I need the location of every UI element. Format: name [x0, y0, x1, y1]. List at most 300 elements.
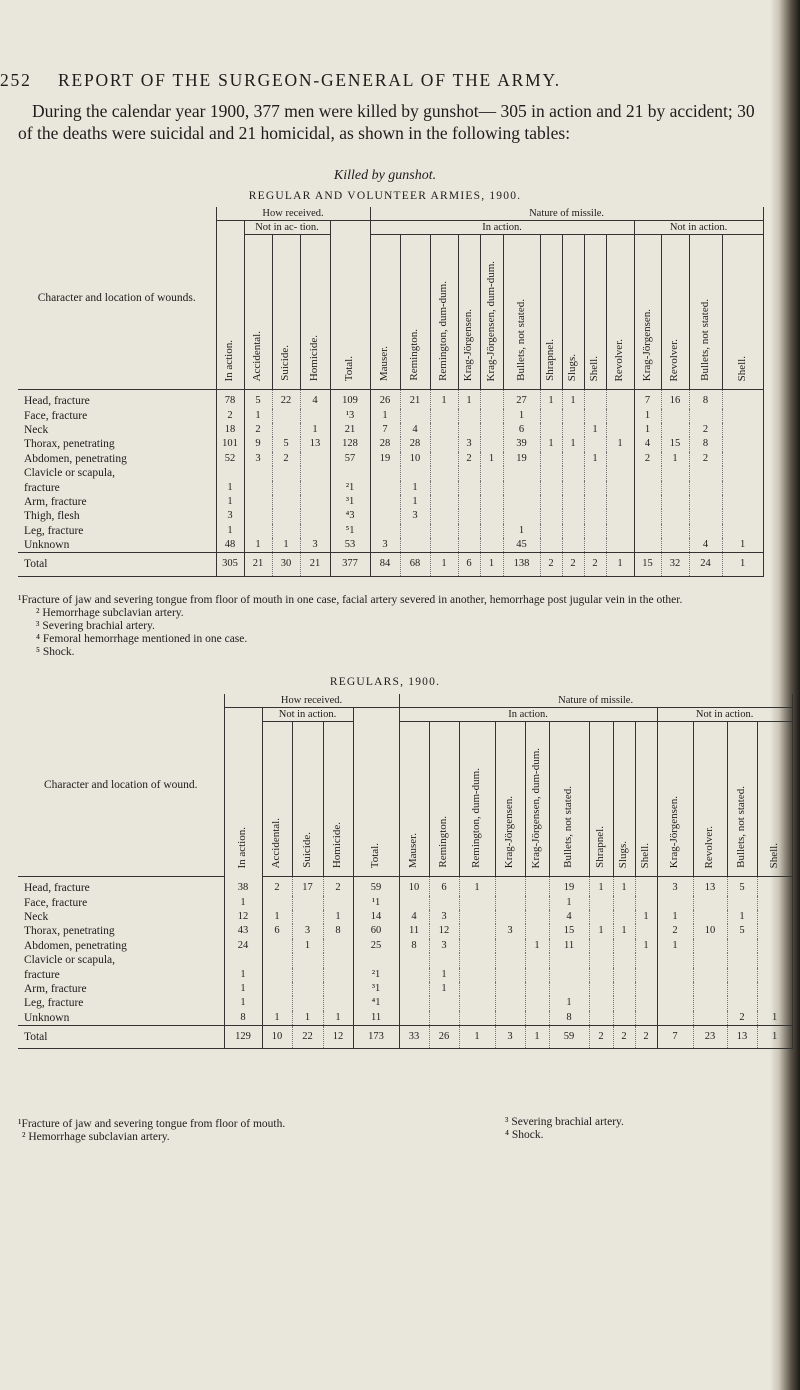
- table-cell: [399, 1011, 429, 1026]
- col-bullets-not-stated: Bullets, not stated.: [503, 235, 540, 390]
- table-cell: 4: [399, 910, 429, 924]
- section-subtitle: Killed by gunshot.: [333, 168, 437, 183]
- col-na-krag: Krag-Jörgensen.: [657, 722, 693, 877]
- table-cell: 4: [634, 437, 661, 451]
- table-row: [18, 390, 763, 409]
- table-cell: 21: [400, 390, 430, 409]
- table-cell: 1: [540, 437, 562, 451]
- table-cell: 7: [370, 423, 400, 437]
- table-cell: [525, 968, 549, 982]
- col-total: Total.: [353, 708, 399, 877]
- table-cell: [661, 409, 689, 423]
- col-krag: Krag-Jörgensen.: [495, 722, 525, 877]
- col-remington-dumdum: Remington, dum-dum.: [430, 235, 458, 390]
- table-cell: 2: [689, 452, 722, 466]
- table-cell: 1: [589, 877, 613, 896]
- table-cell: [430, 481, 458, 495]
- table-cell: 15: [549, 924, 589, 938]
- col-homicide: Homicide.: [323, 722, 353, 877]
- table-cell: 57: [330, 452, 370, 466]
- table-cell: [606, 452, 634, 466]
- table-cell: [495, 910, 525, 924]
- table-cell: ¹3: [330, 409, 370, 423]
- table-cell: [503, 509, 540, 523]
- table-cell: [635, 953, 657, 967]
- table-cell: [458, 495, 480, 509]
- table-cell: [540, 452, 562, 466]
- table-cell: [525, 1011, 549, 1026]
- table-cell: [495, 982, 525, 996]
- table-cell: 59: [549, 1026, 589, 1049]
- col-nature: Nature of missile.: [399, 694, 792, 708]
- footnote: ³ Severing brachial artery.: [505, 1116, 624, 1128]
- table-cell: [400, 409, 430, 423]
- table-cell: [458, 409, 480, 423]
- table-cell: [635, 968, 657, 982]
- table-cell: [370, 481, 400, 495]
- footnote: ⁴ Femoral hemorrhage mentioned in one case.: [36, 633, 248, 645]
- table-cell: [430, 423, 458, 437]
- table-cell: [459, 996, 495, 1010]
- table-cell: [480, 466, 503, 480]
- table-cell: 3: [657, 877, 693, 896]
- table-cell: 2: [613, 1026, 635, 1049]
- table-cell: 43: [224, 924, 262, 938]
- table-cell: [661, 423, 689, 437]
- table-cell: [722, 466, 763, 480]
- table-cell: 33: [399, 1026, 429, 1049]
- table-cell: [300, 509, 330, 523]
- table-cell: [722, 481, 763, 495]
- row-label: Total: [18, 553, 216, 576]
- table-cell: [722, 423, 763, 437]
- col-how-received: How received.: [216, 207, 370, 221]
- table-cell: 1: [224, 982, 262, 996]
- table-cell: [635, 877, 657, 896]
- table-cell: [693, 982, 727, 996]
- table-cell: 128: [330, 437, 370, 451]
- table-cell: [584, 481, 606, 495]
- table-cell: 3: [429, 939, 459, 953]
- table-cell: [657, 996, 693, 1010]
- table-row: [18, 939, 792, 953]
- table-cell: 78: [216, 390, 244, 409]
- table-cell: 109: [330, 390, 370, 409]
- table-cell: 2: [635, 1026, 657, 1049]
- table-cell: 1: [430, 390, 458, 409]
- table-cell: 1: [459, 1026, 495, 1049]
- table-cell: 1: [503, 409, 540, 423]
- table-cell: [693, 896, 727, 910]
- table-cell: [722, 452, 763, 466]
- table-cell: 1: [589, 924, 613, 938]
- table-cell: [722, 524, 763, 538]
- table-cell: [584, 390, 606, 409]
- table-row: [18, 481, 763, 495]
- table-cell: [634, 524, 661, 538]
- table-cell: [606, 538, 634, 553]
- table-cell: [562, 452, 584, 466]
- table-cell: [430, 524, 458, 538]
- table-cell: 3: [458, 437, 480, 451]
- table-cell: [323, 996, 353, 1010]
- running-title: REPORT OF THE SURGEON-GENERAL OF THE ARMY.: [58, 70, 561, 90]
- table-cell: [727, 982, 757, 996]
- table-row: [18, 452, 763, 466]
- table-cell: [613, 910, 635, 924]
- row-label: Arm, fracture: [18, 982, 224, 996]
- table-cell: 1: [262, 1011, 292, 1026]
- table-cell: 1: [429, 982, 459, 996]
- table-cell: [262, 953, 292, 967]
- table-cell: 1: [216, 481, 244, 495]
- table-cell: [458, 423, 480, 437]
- table-cell: 39: [503, 437, 540, 451]
- table-cell: 2: [589, 1026, 613, 1049]
- table-cell: [272, 509, 300, 523]
- table-cell: 10: [693, 924, 727, 938]
- table-cell: [757, 910, 792, 924]
- table-cell: 129: [224, 1026, 262, 1049]
- table-row: [18, 524, 763, 538]
- table-cell: [757, 982, 792, 996]
- table-cell: [634, 495, 661, 509]
- table-cell: [757, 924, 792, 938]
- table-cell: 1: [549, 996, 589, 1010]
- table-cell: [400, 466, 430, 480]
- table-cell: ¹1: [353, 896, 399, 910]
- table-cell: [562, 524, 584, 538]
- col-na-revolver: Revolver.: [661, 235, 689, 390]
- table-cell: [584, 538, 606, 553]
- table-cell: 3: [300, 538, 330, 553]
- table-cell: [613, 953, 635, 967]
- col-revolver: Revolver.: [606, 235, 634, 390]
- table-cell: [634, 509, 661, 523]
- row-label: fracture: [18, 968, 224, 982]
- table-cell: [244, 509, 272, 523]
- table-cell: 3: [429, 910, 459, 924]
- table-cell: [540, 409, 562, 423]
- table-cell: 24: [689, 553, 722, 576]
- row-label: Face, fracture: [18, 409, 216, 423]
- table-cell: 12: [429, 924, 459, 938]
- table-cell: [584, 409, 606, 423]
- table-cell: [525, 982, 549, 996]
- table-cell: 1: [400, 481, 430, 495]
- col-accidental: Accidental.: [244, 235, 272, 390]
- table-cell: 3: [370, 538, 400, 553]
- table-cell: [562, 509, 584, 523]
- table-cell: 1: [722, 538, 763, 553]
- table-cell: [272, 423, 300, 437]
- table-cell: 1: [503, 524, 540, 538]
- table-cell: 6: [503, 423, 540, 437]
- table-cell: [606, 423, 634, 437]
- table-cell: 4: [549, 910, 589, 924]
- table-row: [18, 910, 792, 924]
- table-cell: 1: [722, 553, 763, 576]
- table1-footnotes: [18, 594, 768, 659]
- col-remington: Remington.: [429, 722, 459, 877]
- table-cell: [430, 538, 458, 553]
- table-cell: [480, 524, 503, 538]
- table-cell: [300, 409, 330, 423]
- row-label: Clavicle or scapula,: [18, 466, 216, 480]
- row-label: Neck: [18, 910, 224, 924]
- table-cell: 12: [224, 910, 262, 924]
- table-cell: 68: [400, 553, 430, 576]
- table-cell: [757, 939, 792, 953]
- row-label: Arm, fracture: [18, 495, 216, 509]
- table-cell: [272, 409, 300, 423]
- table-cell: [480, 481, 503, 495]
- total-row: [18, 553, 763, 576]
- table-cell: 27: [503, 390, 540, 409]
- table-cell: [323, 939, 353, 953]
- table-cell: 8: [549, 1011, 589, 1026]
- col-accidental: Accidental.: [262, 722, 292, 877]
- table-cell: [495, 996, 525, 1010]
- table-cell: 1: [224, 896, 262, 910]
- table-cell: 1: [224, 968, 262, 982]
- table-cell: ⁵1: [330, 524, 370, 538]
- table-cell: 2: [262, 877, 292, 896]
- table-cell: [693, 968, 727, 982]
- col-na-bullets-not-stated: Bullets, not stated.: [727, 722, 757, 877]
- table-cell: 1: [224, 996, 262, 1010]
- table-cell: [693, 996, 727, 1010]
- table-cell: 1: [292, 1011, 323, 1026]
- table-cell: 2: [562, 553, 584, 576]
- col-suicide: Suicide.: [272, 235, 300, 390]
- table-cell: [589, 896, 613, 910]
- table-cell: [757, 953, 792, 967]
- table-cell: [370, 509, 400, 523]
- col-remington-dumdum: Remington, dum-dum.: [459, 722, 495, 877]
- table-cell: 84: [370, 553, 400, 576]
- table-cell: [353, 953, 399, 967]
- table-cell: 19: [370, 452, 400, 466]
- table-cell: [459, 924, 495, 938]
- table-cell: 1: [429, 968, 459, 982]
- table-cell: [549, 968, 589, 982]
- table-cell: 2: [727, 1011, 757, 1026]
- table-row: [18, 509, 763, 523]
- table-cell: [635, 1011, 657, 1026]
- table-cell: 1: [757, 1011, 792, 1026]
- table-cell: 6: [262, 924, 292, 938]
- table-cell: 3: [495, 1026, 525, 1049]
- table-cell: 8: [224, 1011, 262, 1026]
- table-cell: 173: [353, 1026, 399, 1049]
- col-character: Character and location of wound.: [18, 694, 224, 877]
- table-cell: [635, 924, 657, 938]
- table-cell: 28: [400, 437, 430, 451]
- table-cell: [589, 953, 613, 967]
- col-slugs: Slugs.: [562, 235, 584, 390]
- table-cell: [525, 953, 549, 967]
- table-cell: 1: [613, 924, 635, 938]
- row-label: Clavicle or scapula,: [18, 953, 224, 967]
- table-cell: [480, 390, 503, 409]
- table-cell: 1: [244, 538, 272, 553]
- table-cell: [262, 939, 292, 953]
- footnote: ¹Fracture of jaw and severing tongue from floor of mouth.: [18, 1118, 286, 1130]
- table-cell: [495, 968, 525, 982]
- table-cell: [272, 524, 300, 538]
- table-cell: 1: [323, 910, 353, 924]
- table-cell: [459, 968, 495, 982]
- footnote: ¹Fracture of jaw and severing tongue from floor of mouth in one case, facial artery severed in another, hemorrhage post jugular vein in the other.: [18, 594, 683, 606]
- table-cell: [661, 481, 689, 495]
- table-cell: [689, 466, 722, 480]
- table-cell: [661, 466, 689, 480]
- table-cell: [727, 896, 757, 910]
- table-cell: [495, 939, 525, 953]
- table-row: [18, 877, 792, 896]
- table-cell: [693, 910, 727, 924]
- table-cell: [458, 538, 480, 553]
- row-label: Thigh, flesh: [18, 509, 216, 523]
- col-shell: Shell.: [635, 722, 657, 877]
- table-row: [18, 924, 792, 938]
- row-label: Leg, fracture: [18, 996, 224, 1010]
- table-cell: [722, 409, 763, 423]
- table-cell: 25: [353, 939, 399, 953]
- table-cell: 10: [400, 452, 430, 466]
- table-cell: [540, 538, 562, 553]
- table-cell: [292, 996, 323, 1010]
- table-cell: [657, 953, 693, 967]
- table-cell: 7: [634, 390, 661, 409]
- table-cell: 1: [661, 452, 689, 466]
- table-row: [18, 538, 763, 553]
- table-row: [18, 982, 792, 996]
- table-cell: [661, 509, 689, 523]
- table-cell: 8: [323, 924, 353, 938]
- table-cell: [292, 910, 323, 924]
- table-cell: 8: [689, 390, 722, 409]
- table-cell: [495, 896, 525, 910]
- col-character: Character and location of wounds.: [18, 207, 216, 390]
- table-cell: [635, 996, 657, 1010]
- table-cell: 1: [613, 877, 635, 896]
- table-cell: 11: [399, 924, 429, 938]
- table-cell: [399, 968, 429, 982]
- table-cell: [292, 953, 323, 967]
- table-cell: 1: [635, 910, 657, 924]
- table-cell: 5: [727, 877, 757, 896]
- col-krag-dumdum: Krag-Jörgensen, dum-dum.: [525, 722, 549, 877]
- table-cell: [503, 495, 540, 509]
- row-label: Thorax, penetrating: [18, 924, 224, 938]
- table-cell: 26: [429, 1026, 459, 1049]
- table-cell: [540, 524, 562, 538]
- table-cell: [480, 509, 503, 523]
- table-cell: [722, 509, 763, 523]
- table-row: [18, 953, 792, 967]
- table-cell: [429, 996, 459, 1010]
- table-cell: 15: [634, 553, 661, 576]
- table2-title: REGULARS, 1900.: [329, 676, 441, 688]
- col-shrapnel: Shrapnel.: [540, 235, 562, 390]
- col-not-in-action: Not in action.: [262, 708, 353, 722]
- table-row: [18, 437, 763, 451]
- table-cell: 28: [370, 437, 400, 451]
- table-cell: [693, 953, 727, 967]
- table-cell: 6: [458, 553, 480, 576]
- table-cell: 10: [399, 877, 429, 896]
- table-cell: [323, 968, 353, 982]
- table-cell: [399, 996, 429, 1010]
- col-na-krag: Krag-Jörgensen.: [634, 235, 661, 390]
- table-cell: [757, 877, 792, 896]
- table-cell: 30: [272, 553, 300, 576]
- table-cell: [430, 452, 458, 466]
- table-cell: 101: [216, 437, 244, 451]
- table-cell: [722, 495, 763, 509]
- table-cell: ⁴3: [330, 509, 370, 523]
- table-cell: [400, 538, 430, 553]
- table-cell: [480, 538, 503, 553]
- table-cell: [613, 996, 635, 1010]
- table-cell: 52: [216, 452, 244, 466]
- table-cell: [606, 524, 634, 538]
- table-cell: [323, 982, 353, 996]
- table-cell: 1: [458, 390, 480, 409]
- table-cell: [430, 466, 458, 480]
- table-cell: ²1: [330, 481, 370, 495]
- table-cell: 48: [216, 538, 244, 553]
- table-cell: [693, 1011, 727, 1026]
- table-cell: [657, 896, 693, 910]
- table-cell: [562, 538, 584, 553]
- row-label: Head, fracture: [18, 390, 216, 409]
- table-cell: [525, 924, 549, 938]
- table-cell: 1: [323, 1011, 353, 1026]
- table-cell: 38: [224, 877, 262, 896]
- table-cell: ³1: [330, 495, 370, 509]
- table-cell: 1: [244, 409, 272, 423]
- row-label: Thorax, penetrating: [18, 437, 216, 451]
- table-cell: [757, 996, 792, 1010]
- table2-footnotes-right: [505, 1116, 765, 1142]
- table-cell: [216, 466, 244, 480]
- footnote: ⁴ Shock.: [505, 1129, 544, 1141]
- table-cell: 1: [292, 939, 323, 953]
- table1-title: REGULAR AND VOLUNTEER ARMIES, 1900.: [248, 190, 522, 202]
- table-cell: 1: [459, 877, 495, 896]
- table-cell: [757, 968, 792, 982]
- table-cell: 1: [657, 910, 693, 924]
- col-shell: Shell.: [584, 235, 606, 390]
- table-cell: 1: [727, 910, 757, 924]
- table-cell: [430, 495, 458, 509]
- row-label: fracture: [18, 481, 216, 495]
- table-cell: [606, 390, 634, 409]
- table-cell: [458, 466, 480, 480]
- table-cell: [613, 1011, 635, 1026]
- table-cell: [262, 896, 292, 910]
- table-cell: [727, 953, 757, 967]
- table-cell: [661, 524, 689, 538]
- col-remington: Remington.: [400, 235, 430, 390]
- col-na-shell: Shell.: [722, 235, 763, 390]
- col-na-bullets-not-stated: Bullets, not stated.: [689, 235, 722, 390]
- table-cell: [244, 495, 272, 509]
- table-cell: [459, 910, 495, 924]
